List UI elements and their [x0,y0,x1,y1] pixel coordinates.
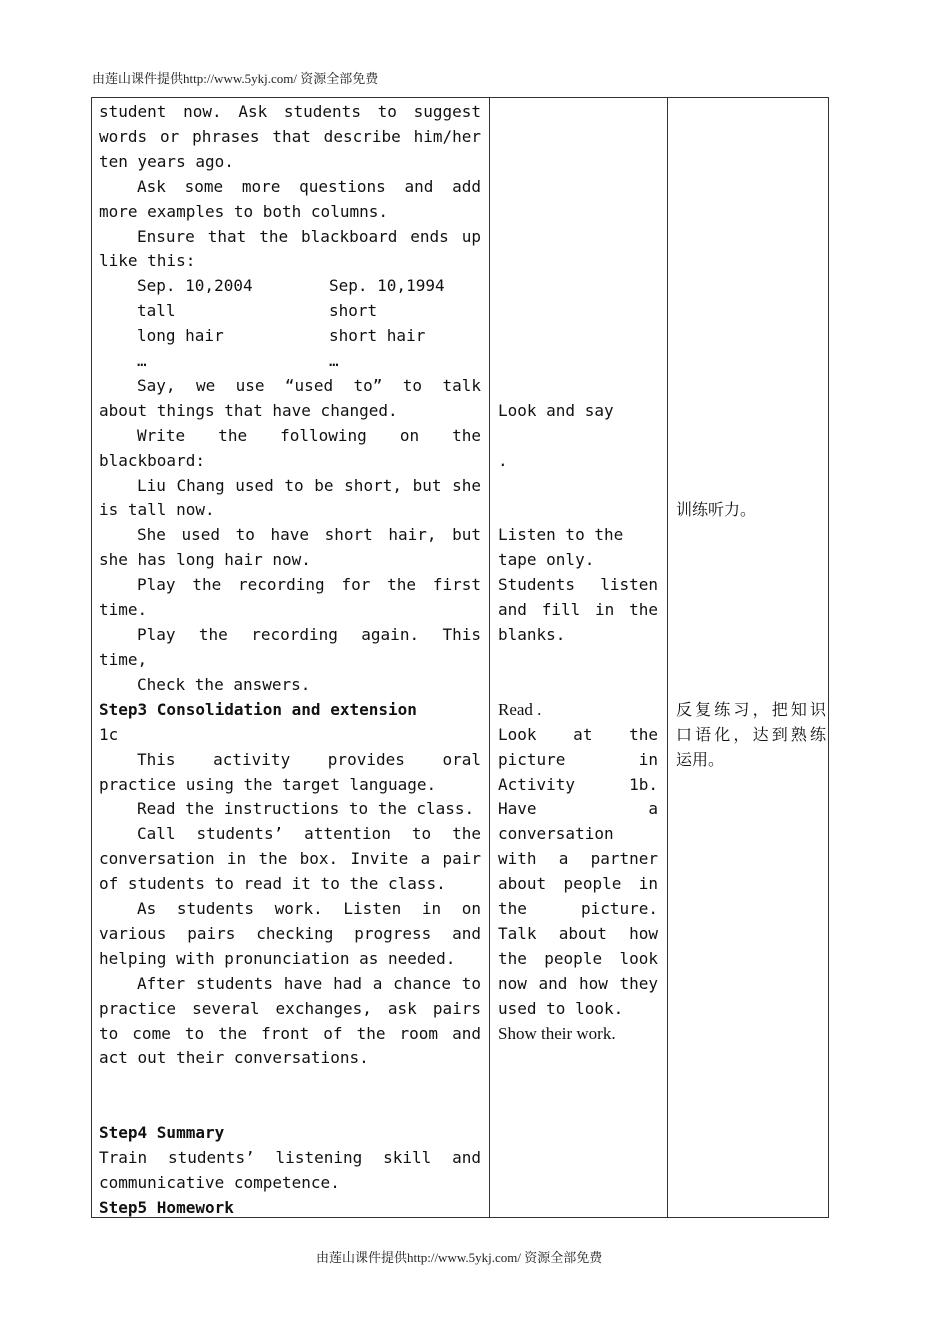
text-line: used to look. [498,999,624,1018]
text-line: picture in [498,750,658,769]
text-line: now and how they [498,974,658,993]
text-line: and fill in the [498,600,658,619]
text-line: is tall now. [99,500,215,519]
blackboard-left: … [137,351,147,370]
text-line: the people look [498,949,658,968]
text-line: Say, we use “used to” to talk [137,376,481,395]
column-divider [489,98,490,1217]
page-footer: 由莲山课件提供http://www.5ykj.com/ 资源全部免费 [316,1250,603,1265]
text-line: 运用。 [676,750,725,769]
text-line: As students work. Listen in on [137,899,481,918]
text-line: helping with pronunciation as needed. [99,949,456,968]
text-line: act out their conversations. [99,1048,369,1067]
blackboard-left: long hair [137,326,224,345]
text-line: This activity provides oral [137,750,481,769]
text-line: Read . [498,700,542,719]
text-line: Call students’ attention to the [137,824,481,843]
blackboard-row [99,273,481,298]
text-line: Ensure that the blackboard ends up [137,227,481,246]
text-line: about people in [498,874,658,893]
text-line: Write the following on the [137,426,481,445]
text-line: she has long hair now. [99,550,311,569]
text-line: ten years ago. [99,152,234,171]
step-heading: Step4 Summary [99,1123,225,1142]
text-line: various pairs checking progress and [99,924,481,943]
text-line: practice using the target language. [99,775,437,794]
text-line: practice several exchanges, ask pairs [99,999,481,1018]
text-line: 1c [99,725,119,744]
text-line: Ask some more questions and add [137,177,481,196]
page-header: 由莲山课件提供http://www.5ykj.com/ 资源全部免费 [92,71,379,86]
text-line: conversation in the box. Invite a pair [99,849,481,868]
blackboard-right: short [329,301,378,320]
text-line: tape only. [498,550,595,569]
text-line: Check the answers. [137,675,311,694]
text-line: Liu Chang used to be short, but she [137,476,481,495]
blackboard-right: Sep. 10,1994 [329,276,445,295]
text-line: to come to the front of the room and [99,1024,481,1043]
text-line: communicative competence. [99,1173,340,1192]
text-line: words or phrases that describe him/her [99,127,481,146]
text-line: with a partner [498,849,658,868]
text-line: more examples to both columns. [99,202,388,221]
text-line: Train students’ listening skill and [99,1148,481,1167]
blackboard-left: Sep. 10,2004 [137,276,253,295]
text-line: Play the recording again. This [137,625,481,644]
text-line: Students listen [498,575,658,594]
column-divider [667,98,668,1217]
text-line: Read the instructions to the class. [137,799,475,818]
text-line: She used to have short hair, but [137,525,481,544]
blackboard-right: … [329,351,339,370]
text-line: Talk about how [498,924,658,943]
text-line: Show their work. [498,1024,616,1043]
text-line: blanks. [498,625,566,644]
text-line: 训练听力。 [676,500,757,519]
text-line: After students have had a chance to [137,974,481,993]
text-line: conversation [498,824,614,843]
text-line: time, [99,650,148,669]
step-heading: Step3 Consolidation and extension [99,700,417,719]
text-line: blackboard: [99,451,205,470]
blackboard-left: tall [137,301,176,320]
blackboard-row [99,298,481,323]
blackboard-right: short hair [329,326,426,345]
text-line: Activity 1b. [498,775,658,794]
text-line: Listen to the [498,525,624,544]
text-line: Play the recording for the first [137,575,481,594]
step-heading: Step5 Homework [99,1198,234,1217]
text-line: Look and say [498,401,614,420]
text-line: of students to read it to the class. [99,874,446,893]
text-line: time. [99,600,148,619]
text-line: like this: [99,251,196,270]
lesson-plan-table [91,97,829,1218]
blackboard-row [99,348,481,373]
text-line: 口语化，达到熟练 [676,725,826,744]
text-line: Have a [498,799,658,818]
text-line: Look at the [498,725,658,744]
text-line: 反复练习，把知识 [676,700,826,719]
text-line: the picture. [498,899,658,918]
blackboard-row [99,323,481,348]
text-line: . [498,451,508,470]
text-line: student now. Ask students to suggest [99,102,481,121]
text-line: about things that have changed. [99,401,398,420]
